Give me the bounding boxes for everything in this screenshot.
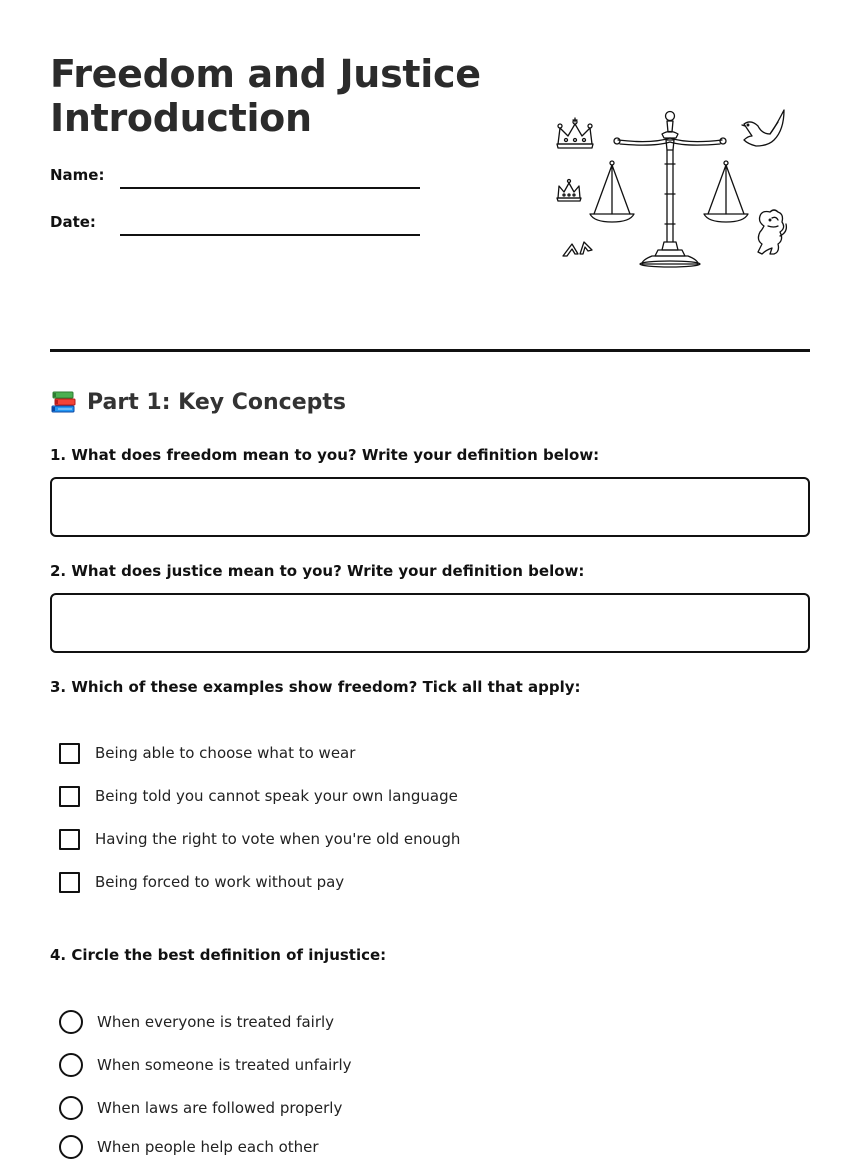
- option-label: Being able to choose what to wear: [95, 744, 356, 762]
- scales-of-justice-icon: [590, 112, 748, 268]
- option-label: Having the right to vote when you're old enough: [95, 830, 461, 848]
- question-1: 1. What does freedom mean to you? Write your definition below:: [50, 446, 600, 464]
- radio-circle[interactable]: [59, 1096, 83, 1120]
- question-3: 3. Which of these examples show freedom? Tick all that apply:: [50, 678, 581, 696]
- option-label: When everyone is treated fairly: [97, 1013, 335, 1031]
- part1-title: Part 1: Key Concepts: [87, 389, 346, 415]
- date-field-line[interactable]: [120, 234, 420, 236]
- q4-option-4[interactable]: [59, 1134, 319, 1160]
- radio-circle[interactable]: [59, 1053, 83, 1077]
- books-icon: [50, 388, 78, 416]
- small-crown-icon: [557, 180, 581, 202]
- name-field-line[interactable]: [120, 187, 420, 189]
- option-label: When laws are followed properly: [97, 1099, 343, 1117]
- radio-circle[interactable]: [59, 1135, 83, 1159]
- title-line-2: Introduction: [50, 96, 312, 140]
- q3-option-1[interactable]: [59, 740, 355, 766]
- q3-option-2[interactable]: [59, 783, 458, 809]
- radio-circle[interactable]: [59, 1010, 83, 1034]
- title-line-1: Freedom and Justice: [50, 52, 481, 96]
- q4-option-1[interactable]: [59, 1009, 334, 1035]
- question-4: 4. Circle the best definition of injustice:: [50, 946, 387, 964]
- arrows-icon: [563, 242, 592, 256]
- option-label: When people help each other: [97, 1138, 319, 1156]
- section-divider: [50, 349, 810, 352]
- date-label: Date:: [50, 213, 96, 231]
- crown-icon: [557, 118, 593, 148]
- question-2: 2. What does justice mean to you? Write your definition below:: [50, 562, 585, 580]
- checkbox[interactable]: [59, 743, 80, 764]
- checkbox[interactable]: [59, 872, 80, 893]
- justice-definition-box[interactable]: [50, 593, 810, 653]
- q3-option-4[interactable]: [59, 869, 344, 895]
- checkbox[interactable]: [59, 829, 80, 850]
- option-label: Being forced to work without pay: [95, 873, 345, 891]
- dove-icon: [742, 110, 784, 146]
- page-title: [50, 52, 481, 140]
- q4-option-2[interactable]: [59, 1052, 352, 1078]
- option-label: When someone is treated unfairly: [97, 1056, 352, 1074]
- checkbox[interactable]: [59, 786, 80, 807]
- lion-icon: [758, 210, 786, 254]
- justice-illustration: [548, 104, 796, 276]
- option-label: Being told you cannot speak your own language: [95, 787, 458, 805]
- q4-option-3[interactable]: [59, 1095, 342, 1121]
- name-label: Name:: [50, 166, 105, 184]
- part1-heading: [50, 388, 346, 416]
- q3-option-3[interactable]: [59, 826, 460, 852]
- freedom-definition-box[interactable]: [50, 477, 810, 537]
